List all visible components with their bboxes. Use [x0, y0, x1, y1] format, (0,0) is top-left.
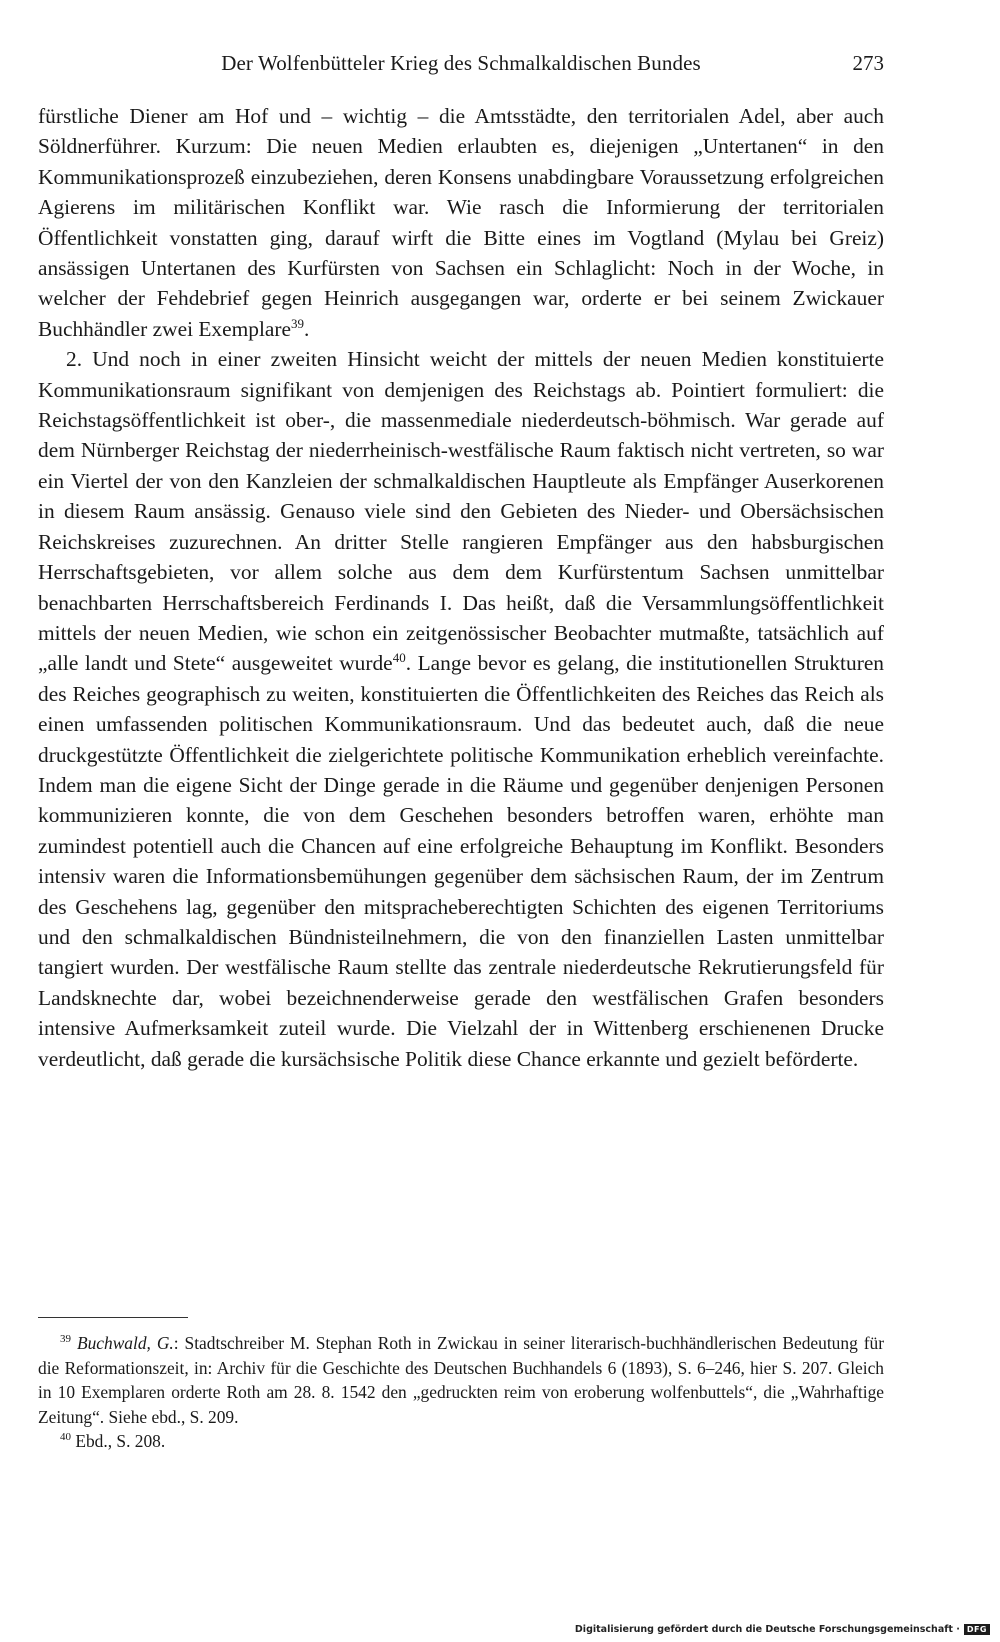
paragraph-1 — [38, 101, 884, 344]
paragraph-2 — [38, 344, 884, 1074]
paragraph-2-text: 2. Und noch in einer zweiten Hinsicht weicht der mittels der neuen Medien konstituierte Kommunikationsraum signifikant von demjenigen des Reichstags ab. Pointiert formuliert: die Reichstagsöffentlichkeit ist ober-, die massenmediale niederdeutsch-böhmisch. War gerade auf dem Nürnberger Reichstag der niederrheinisch-westfälische Raum faktisch nicht vertreten, so war ein Viertel der von den Kanzleien der schmalkaldischen Hauptleute als Empfänger Auserkorenen in diesem Raum ansässig. Genauso viele sind den Gebieten des Nieder- und Obersächsischen Reichskreises zuzurechnen. An dritter Stelle rangieren Empfänger aus den habsburgischen Herrschaftsgebieten, vor allem solche aus dem dem Kurfürstentum Sachsen unmittelbar benachbarten Herrschaftsbereich Ferdinands I. Das heißt, daß die Versammlungsöffentlichkeit mittels der neuen Medien, wie schon ein zeitgenössischer Beobachter mutmaßte, tatsächlich auf „alle landt und Stete“ ausgeweitet wurde — [38, 347, 884, 676]
body-text — [38, 101, 884, 1074]
footnote-40-text: Ebd., S. 208. — [75, 1431, 166, 1452]
footnote-40 — [38, 1429, 884, 1454]
footnote-ref-40: 40 — [392, 650, 406, 666]
running-head — [38, 46, 884, 80]
dfg-logo: DFG — [964, 1624, 990, 1635]
paragraph-1-end: . — [304, 316, 310, 341]
footnote-ref-39: 39 — [291, 315, 305, 331]
paragraph-1-text: fürstliche Diener am Hof und – wichtig – die Amtsstädte, den territorialen Adel, aber auch Söldnerführer. Kurzum: Die neuen Medien erlaubten es, diejenigen „Untertanen“ in den Kommunikationsprozeß einzubeziehen, deren Konsens unabdingbare Voraussetzung erfolgreichen Agierens im militärischen Konflikt war. Wie rasch die Informierung der territorialen Öffentlichkeit vonstatten ging, darauf wirft die Bitte eines im Vogtland (Mylau bei Greiz) ansässigen Untertanen des Kurfürsten von Sachsen ein Schlaglicht: Noch in der Woche, in welcher der Fehdebrief gegen Heinrich ausgegangen war, orderte er bei seinem Zwickauer Buchhändler zwei Exemplare — [38, 104, 884, 341]
footnote-39-text: : Stadtschreiber M. Stephan Roth in Zwickau in seiner literarisch-buchhändlerischen Bedeutung für die Reformationszeit, in: Archiv für die Geschichte des Deutschen Buchhandels 6 (1893), S. 6–246, hier S. 207. Gleich in 10 Exemplaren orderte Roth am 28. 8. 1542 den „gedruckten reim von eroberung wolfenbuttels“, die „Wahrhaftige Zeitung“. Siehe ebd., S. 209. — [38, 1333, 885, 1427]
footnote-divider — [38, 1317, 188, 1318]
banner-separator: · — [956, 1623, 960, 1635]
footnote-39-author: Buchwald, G. — [76, 1333, 174, 1353]
running-title: Der Wolfenbütteler Krieg des Schmalkaldischen Bundes — [221, 51, 701, 75]
footnote-40-number: 40 — [60, 1431, 71, 1444]
page-number: 273 — [852, 51, 884, 75]
digitization-banner — [575, 1622, 990, 1636]
footnotes — [38, 1331, 884, 1454]
paragraph-2-end: . Lange bevor es gelang, die institutionellen Strukturen des Reiches geographisch zu weiten, konstituierten die Öffentlichkeiten des Reiches das Reich als einen umfassenden politischen Kommunikationsraum. Und das bedeutet auch, daß die neue druckgestützte Öffentlichkeit die zielgerichtete politische Kommunikation erheblich vereinfachte. Indem man die eigene Sicht der Dinge gerade in die Räume und gegenüber denjenigen Personen kommunizieren konnte, die von dem Geschehen besonders betroffen waren, erhöhte man zumindest potentiell auch die Chancen auf eine erfolgreiche Behauptung im Konflikt. Besonders intensiv waren die Informationsbemühungen gegenüber dem sächsischen Raum, der im Zentrum des Geschehens lag, gegenüber den mitspracheberechtigten Schichten des eigenen Territoriums und den schmalkaldischen Bündnisteilnehmern, die von den finanziellen Lasten unmittelbar tangiert wurden. Der westfälische Raum stellte das zentrale niederdeutsche Rekrutierungsfeld für Landsknechte dar, wobei bezeichnenderweise gerade den westfälischen Grafen besonders intensive Aufmerksamkeit zuteil wurde. Die Vielzahl der in Wittenberg erschienenen Drucke verdeutlicht, daß gerade die kursächsische Politik diese Chance erkannte und gezielt beförderte. — [38, 651, 885, 1071]
footnote-39-number: 39 — [60, 1333, 71, 1346]
footnote-39 — [38, 1331, 884, 1429]
digitization-banner-text: Digitalisierung gefördert durch die Deutsche Forschungsgemeinschaft — [574, 1623, 953, 1635]
